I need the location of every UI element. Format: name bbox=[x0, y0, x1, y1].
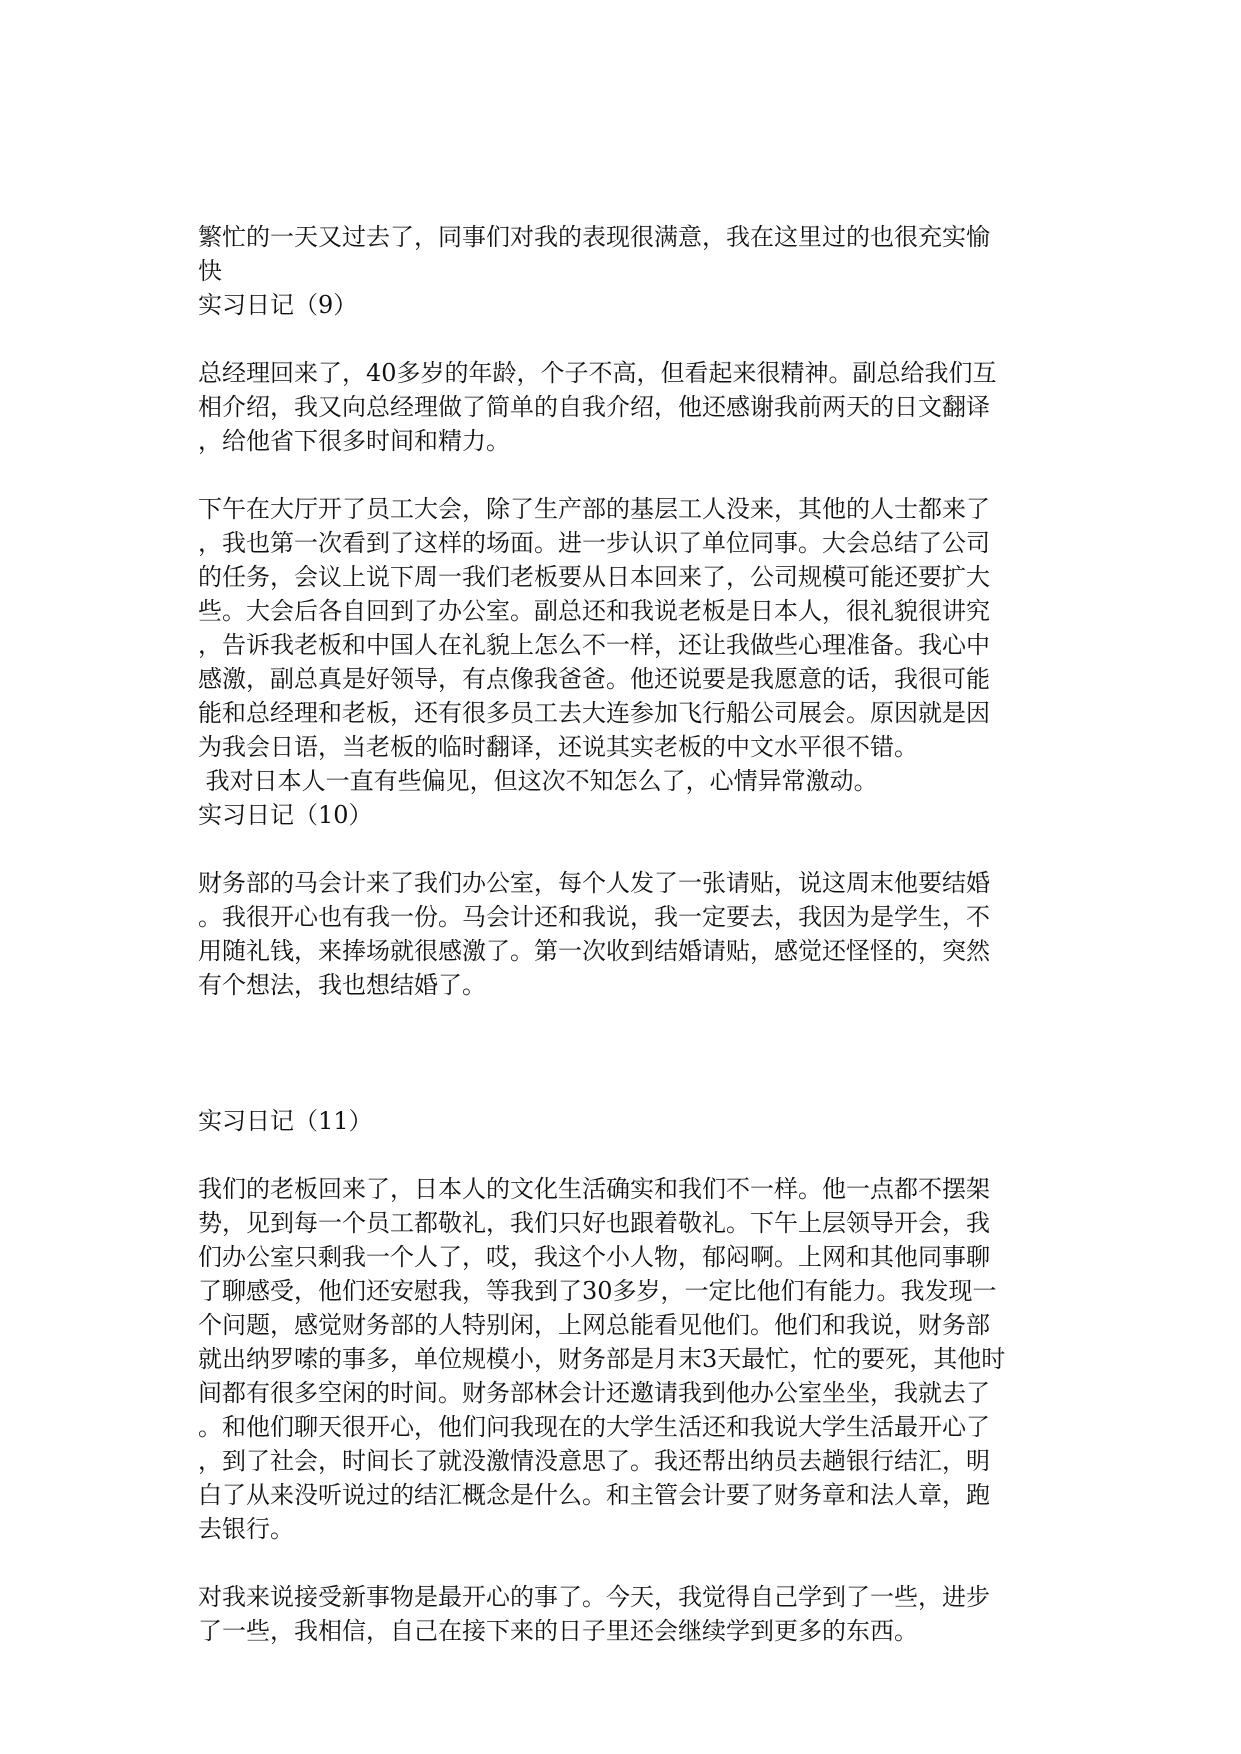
text-line: 能和总经理和老板，还有很多员工去大连参加飞行船公司展会。原因就是因 bbox=[198, 699, 990, 727]
text-line: 为我会日语，当老板的临时翻译，还说其实老板的中文水平很不错。 bbox=[198, 733, 918, 761]
text-line: ，给他省下很多时间和精力。 bbox=[198, 427, 510, 455]
intro-paragraph bbox=[198, 220, 1058, 288]
text-line: 。我很开心也有我一份。马会计还和我说，我一定要去，我因为是学生，不 bbox=[198, 903, 990, 931]
spacer bbox=[198, 832, 1058, 866]
diary-entry-9 bbox=[198, 288, 1058, 798]
text-line: 繁忙的一天又过去了，同事们对我的表现很满意，我在这里过的也很充实愉 bbox=[198, 223, 990, 251]
text-line: 个问题，感觉财务部的人特别闲，上网总能看见他们。他们和我说，财务部 bbox=[198, 1311, 990, 1339]
text-line: 了聊感受，他们还安慰我，等我到了30多岁，一定比他们有能力。我发现一 bbox=[198, 1277, 997, 1305]
spacer bbox=[198, 458, 1058, 492]
text-line: 下午在大厅开了员工大会，除了生产部的基层工人没来，其他的人士都来了 bbox=[198, 495, 990, 523]
text-line: 去银行。 bbox=[198, 1515, 294, 1543]
diary-entry-10 bbox=[198, 798, 1058, 1002]
text-line: ，到了社会，时间长了就没激情没意思了。我还帮出纳员去趟银行结汇，明 bbox=[198, 1447, 990, 1475]
text-line: 白了从来没听说过的结汇概念是什么。和主管会计要了财务章和法人章，跑 bbox=[198, 1481, 990, 1509]
text-line: 用随礼钱，来捧场就很感激了。第一次收到结婚请贴，感觉还怪怪的，突然 bbox=[198, 937, 990, 965]
spacer bbox=[198, 1002, 1058, 1104]
text-line: ，我也第一次看到了这样的场面。进一步认识了单位同事。大会总结了公司 bbox=[198, 529, 990, 557]
text-line: 的任务，会议上说下周一我们老板要从日本回来了，公司规模可能还要扩大 bbox=[198, 563, 990, 591]
paragraph bbox=[198, 866, 1058, 1002]
entry-heading: 实习日记（9） bbox=[198, 291, 358, 319]
text-line: 感激，副总真是好领导，有点像我爸爸。他还说要是我愿意的话，我很可能 bbox=[198, 665, 990, 693]
diary-entry-11 bbox=[198, 1104, 1058, 1648]
paragraph bbox=[198, 1580, 1058, 1648]
text-line: 些。大会后各自回到了办公室。副总还和我说老板是日本人，很礼貌很讲究 bbox=[198, 597, 990, 625]
text-line: 总经理回来了，40多岁的年龄，个子不高，但看起来很精神。副总给我们互 bbox=[198, 359, 997, 387]
text-line: 了一些，我相信，自己在接下来的日子里还会继续学到更多的东西。 bbox=[198, 1617, 918, 1645]
text-line: 势，见到每一个员工都敬礼，我们只好也跟着敬礼。下午上层领导开会，我 bbox=[198, 1209, 990, 1237]
spacer bbox=[198, 322, 1058, 356]
text-line: 我们的老板回来了，日本人的文化生活确实和我们不一样。他一点都不摆架 bbox=[198, 1175, 990, 1203]
document-body bbox=[198, 220, 1058, 1648]
text-line: 对我来说接受新事物是最开心的事了。今天，我觉得自己学到了一些，进步 bbox=[198, 1583, 990, 1611]
text-line: 我对日本人一直有些偏见，但这次不知怎么了，心情异常激动。 bbox=[198, 767, 878, 795]
entry-heading: 实习日记（10） bbox=[198, 801, 373, 829]
entry-heading: 实习日记（11） bbox=[198, 1107, 373, 1135]
text-line: 快 bbox=[198, 257, 222, 285]
spacer bbox=[198, 1138, 1058, 1172]
text-line: ，告诉我老板和中国人在礼貌上怎么不一样，还让我做些心理准备。我心中 bbox=[198, 631, 990, 659]
paragraph bbox=[198, 1172, 1058, 1546]
paragraph bbox=[198, 492, 1058, 798]
spacer bbox=[198, 1546, 1058, 1580]
text-line: 间都有很多空闲的时间。财务部林会计还邀请我到他办公室坐坐，我就去了 bbox=[198, 1379, 990, 1407]
text-line: 财务部的马会计来了我们办公室，每个人发了一张请贴，说这周末他要结婚 bbox=[198, 869, 990, 897]
text-line: 有个想法，我也想结婚了。 bbox=[198, 971, 486, 999]
text-line: 就出纳罗嗦的事多，单位规模小，财务部是月末3天最忙，忙的要死，其他时 bbox=[198, 1345, 1006, 1373]
text-line: 们办公室只剩我一个人了，哎，我这个小人物，郁闷啊。上网和其他同事聊 bbox=[198, 1243, 990, 1271]
text-line: 。和他们聊天很开心，他们问我现在的大学生活还和我说大学生活最开心了 bbox=[198, 1413, 990, 1441]
text-line: 相介绍，我又向总经理做了简单的自我介绍，他还感谢我前两天的日文翻译 bbox=[198, 393, 990, 421]
paragraph bbox=[198, 356, 1058, 458]
